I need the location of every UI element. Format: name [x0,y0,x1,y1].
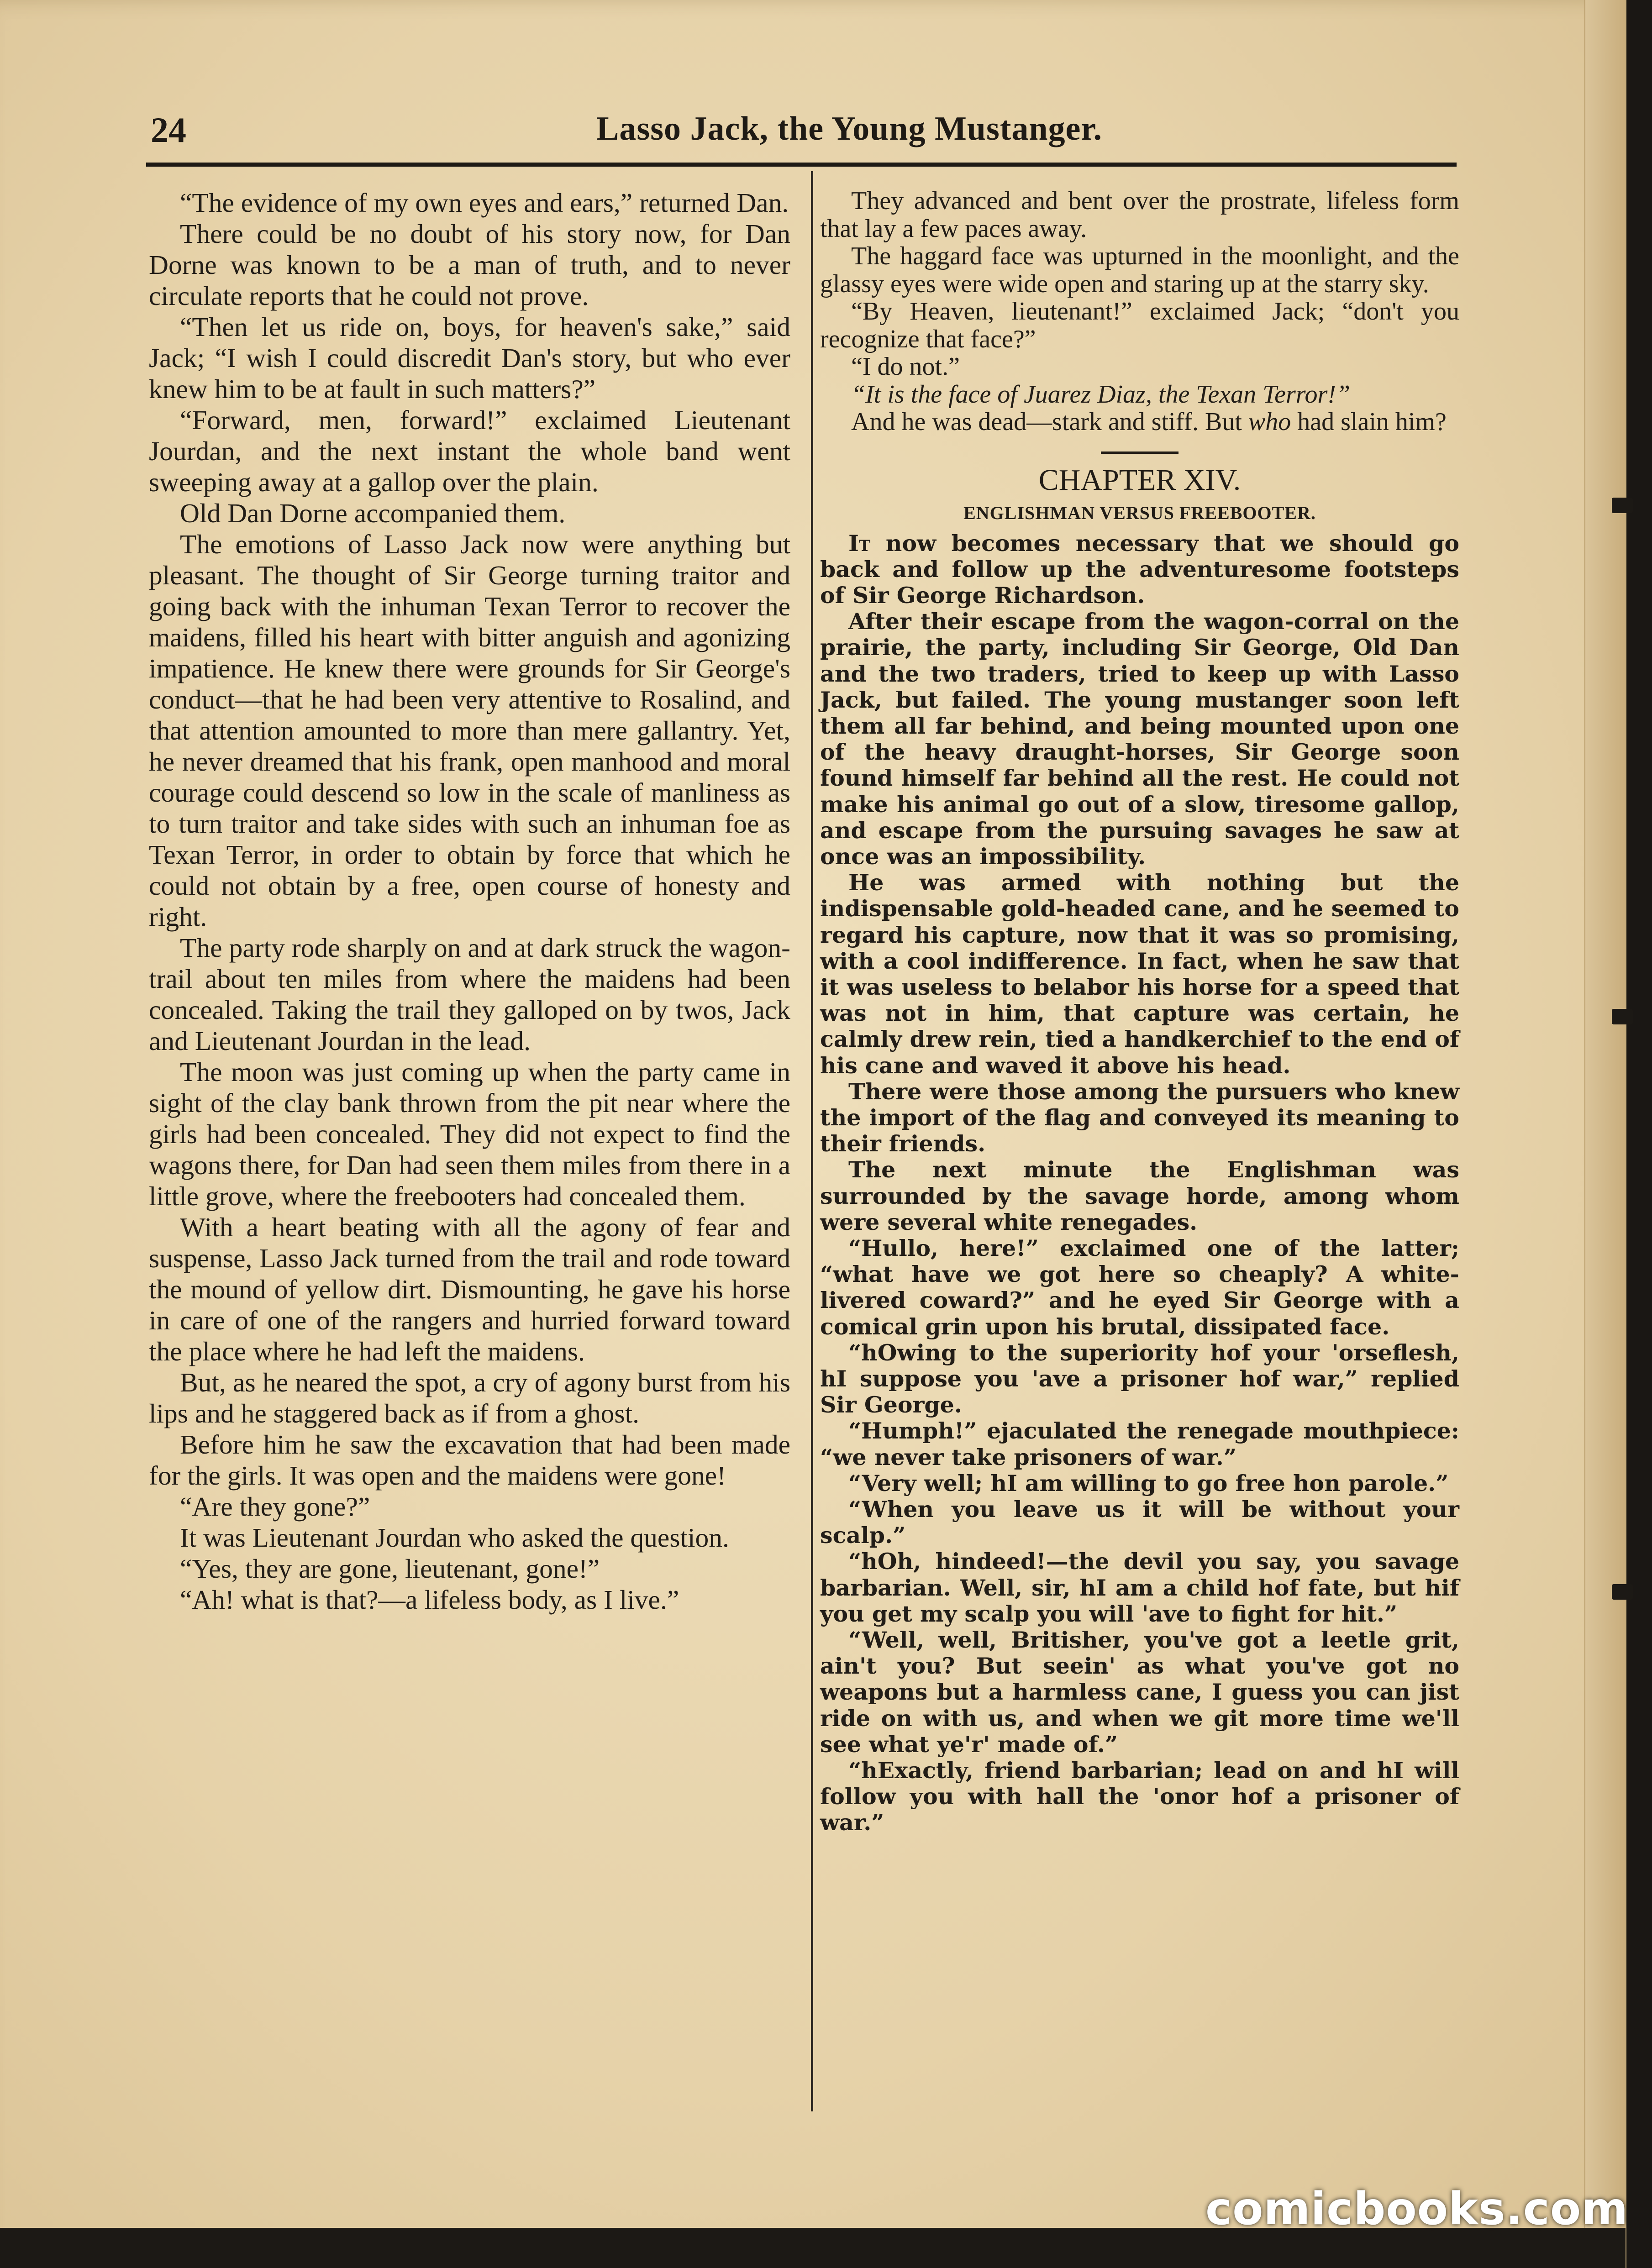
paragraph: “Are they gone?” [180,1491,370,1522]
text-run: had slain him? [1291,408,1447,436]
paragraph: “Hullo, here!” exclaimed one of the latter; “what have we got here so cheaply? A white-livered coward?” and he eyed Sir George with a comical grin upon his brutal, dissipated face. [820,1234,1459,1340]
paragraph: “Humph!” ejaculated the renegade mouthpiece: “we never take prisoners of war.” [820,1418,1459,1470]
left-column [149,187,790,1615]
paragraph: There were those among the pursuers who knew the import of the flag and conveyed its meaning to their friends. [820,1078,1459,1157]
chapter-subtitle: ENGLISHMAN VERSUS FREEBOOTER. [963,502,1316,523]
paragraph: “Ah! what is that?—a lifeless body, as I live.” [180,1585,679,1615]
paragraph: “The evidence of my own eyes and ears,” returned Dan. [180,188,789,218]
paragraph: “Then let us ride on, boys, for heaven's sake,” said Jack; “I wish I could discredit Dan's story, but who ever knew him to be at fault in such matters?” [149,312,790,404]
paragraph: The emotions of Lasso Jack now were anything but pleasant. The thought of Sir George turning traitor and going back with the inhuman Texan Terror to recover the maidens, filled his heart with bitter anguish and agonizing impatience. He knew there were grounds for Sir George's conduct—that he had been very attentive to Rosalind, and that attention amounted to more than mere gallantry. Yet, he never dreamed that his frank, open manhood and moral courage could descend so low in the scale of manliness as to turn traitor and take sides with such an inhuman foe as Texan Terror, in order to obtain by force that which he could not obtain by a free, open course of honesty and right. [149,529,790,932]
page-number: 24 [151,110,186,150]
paragraph [820,408,1459,436]
column-divider [811,171,813,2111]
text-run: now becomes necessary that we should go back and follow up the adventuresome footsteps of Sir George Richardson. [820,530,1459,609]
page-edge [1584,0,1626,2268]
paragraph: “Very well; hI am willing to go free hon parole.” [848,1470,1449,1496]
paragraph: There could be no doubt of his story now, for Dan Dorne was known to be a man of truth, and to never circulate reports that he could not prove. [149,219,790,311]
paragraph: “hOh, hindeed!—the devil you say, you savage barbarian. Well, sir, hI am a child hof fate, but hif you get my scalp you will 'ave to fight for hit.” [820,1548,1459,1627]
paragraph: With a heart beating with all the agony of fear and suspense, Lasso Jack turned from the trail and rode toward the mound of yellow dirt. Dismounting, he gave his horse in care of one of the rangers and hurried forward toward the place where he had left the maidens. [149,1212,790,1366]
paragraph: “By Heaven, lieutenant!” exclaimed Jack; “don't you recognize that face?” [820,297,1459,353]
chapter-body [820,530,1459,1836]
paragraph: “I do not.” [851,352,960,381]
paragraph: He was armed with nothing but the indispensable gold-headed cane, and he seemed to regard his capture, now that it was so promising, with a cool indifference. In fact, when he saw that it was useless to belabor his horse for a speed that was not in him, that capture was certain, he calmly drew rein, tied a handkerchief to the end of his cane and waved it above his head. [820,869,1459,1079]
page-header [151,110,1457,160]
chapter-title: CHAPTER XIV. [1038,463,1241,497]
paragraph: “When you leave us it will be without your scalp.” [820,1496,1459,1549]
paragraph: It was Lieutenant Jourdan who asked the question. [180,1522,729,1553]
paragraph: “hOwing to the superiority hof your 'orseflesh, hI suppose you 'ave a prisoner hof war,” replied Sir George. [820,1339,1459,1418]
running-title: Lasso Jack, the Young Mustanger. [596,110,1102,147]
right-column [820,187,1459,1836]
paragraph: “hExactly, friend barbarian; lead on and hI will follow you with hall the 'onor hof a prisoner of war.” [820,1757,1459,1836]
paragraph: The moon was just coming up when the party came in sight of the clay bank thrown from the pit near where the girls had been concealed. They did not expect to find the wagons there, for Dan had seen them miles from there in a little grove, where the freebooters had concealed them. [149,1057,790,1211]
text-run: And he was dead—stark and stiff. But [851,408,1248,436]
paragraph: The next minute the Englishman was surrounded by the savage horde, among whom were several white renegades. [820,1156,1459,1235]
italic-word: who [1248,408,1291,436]
paragraph: The party rode sharply on and at dark struck the wagon-trail about ten miles from where the maidens had been concealed. Taking the trail they galloped on by twos, Jack and Lieutenant Jourdan in the lead. [149,933,790,1056]
paragraph: But, as he neared the spot, a cry of agony burst from his lips and he staggered back as if from a ghost. [149,1367,790,1428]
paragraph: “Well, well, Britisher, you've got a leetle grit, ain't you? But seein' as what you've got no weapons but a harmless cane, I guess you can jist ride on with us, and when we git more time we'll see what ye'r' made of.” [820,1627,1459,1758]
chapter-rule [1101,452,1178,454]
paragraph: The haggard face was upturned in the moonlight, and the glassy eyes were wide open and staring up at the starry sky. [820,242,1459,298]
paragraph: Before him he saw the excavation that had been made for the girls. It was open and the maidens were gone! [149,1429,790,1491]
paragraph: They advanced and bent over the prostrate, lifeless form that lay a few paces away. [820,187,1459,243]
header-rule [146,163,1457,167]
paragraph: Old Dan Dorne accompanied them. [180,498,566,528]
paragraph: After their escape from the wagon-corral on the prairie, the party, including Sir George, Old Dan and the two traders, tried to keep up with Lasso Jack, but failed. The young mustanger soon left them all far behind, and being mounted upon one of the heavy draught-horses, Sir George soon found himself far behind all the rest. He could not make his animal go out of a slow, tiresome gallop, and escape from the pursuing savages he saw at once was an impossibility. [820,608,1459,870]
paragraph: “Forward, men, forward!” exclaimed Lieutenant Jourdan, and the next instant the whole band went sweeping away at a gallop over the plain. [149,405,790,497]
drop-word: It [848,530,871,556]
watermark: comicbooks.com [1205,2183,1629,2235]
binding-mark [1612,498,1633,513]
paragraph [820,530,1459,609]
paragraph: “Yes, they are gone, lieutenant, gone!” [180,1554,600,1584]
binding-mark [1612,1584,1633,1600]
binding-mark [1612,1009,1633,1024]
italic-paragraph: “It is the face of Juarez Diaz, the Texan Terror!” [851,380,1351,409]
